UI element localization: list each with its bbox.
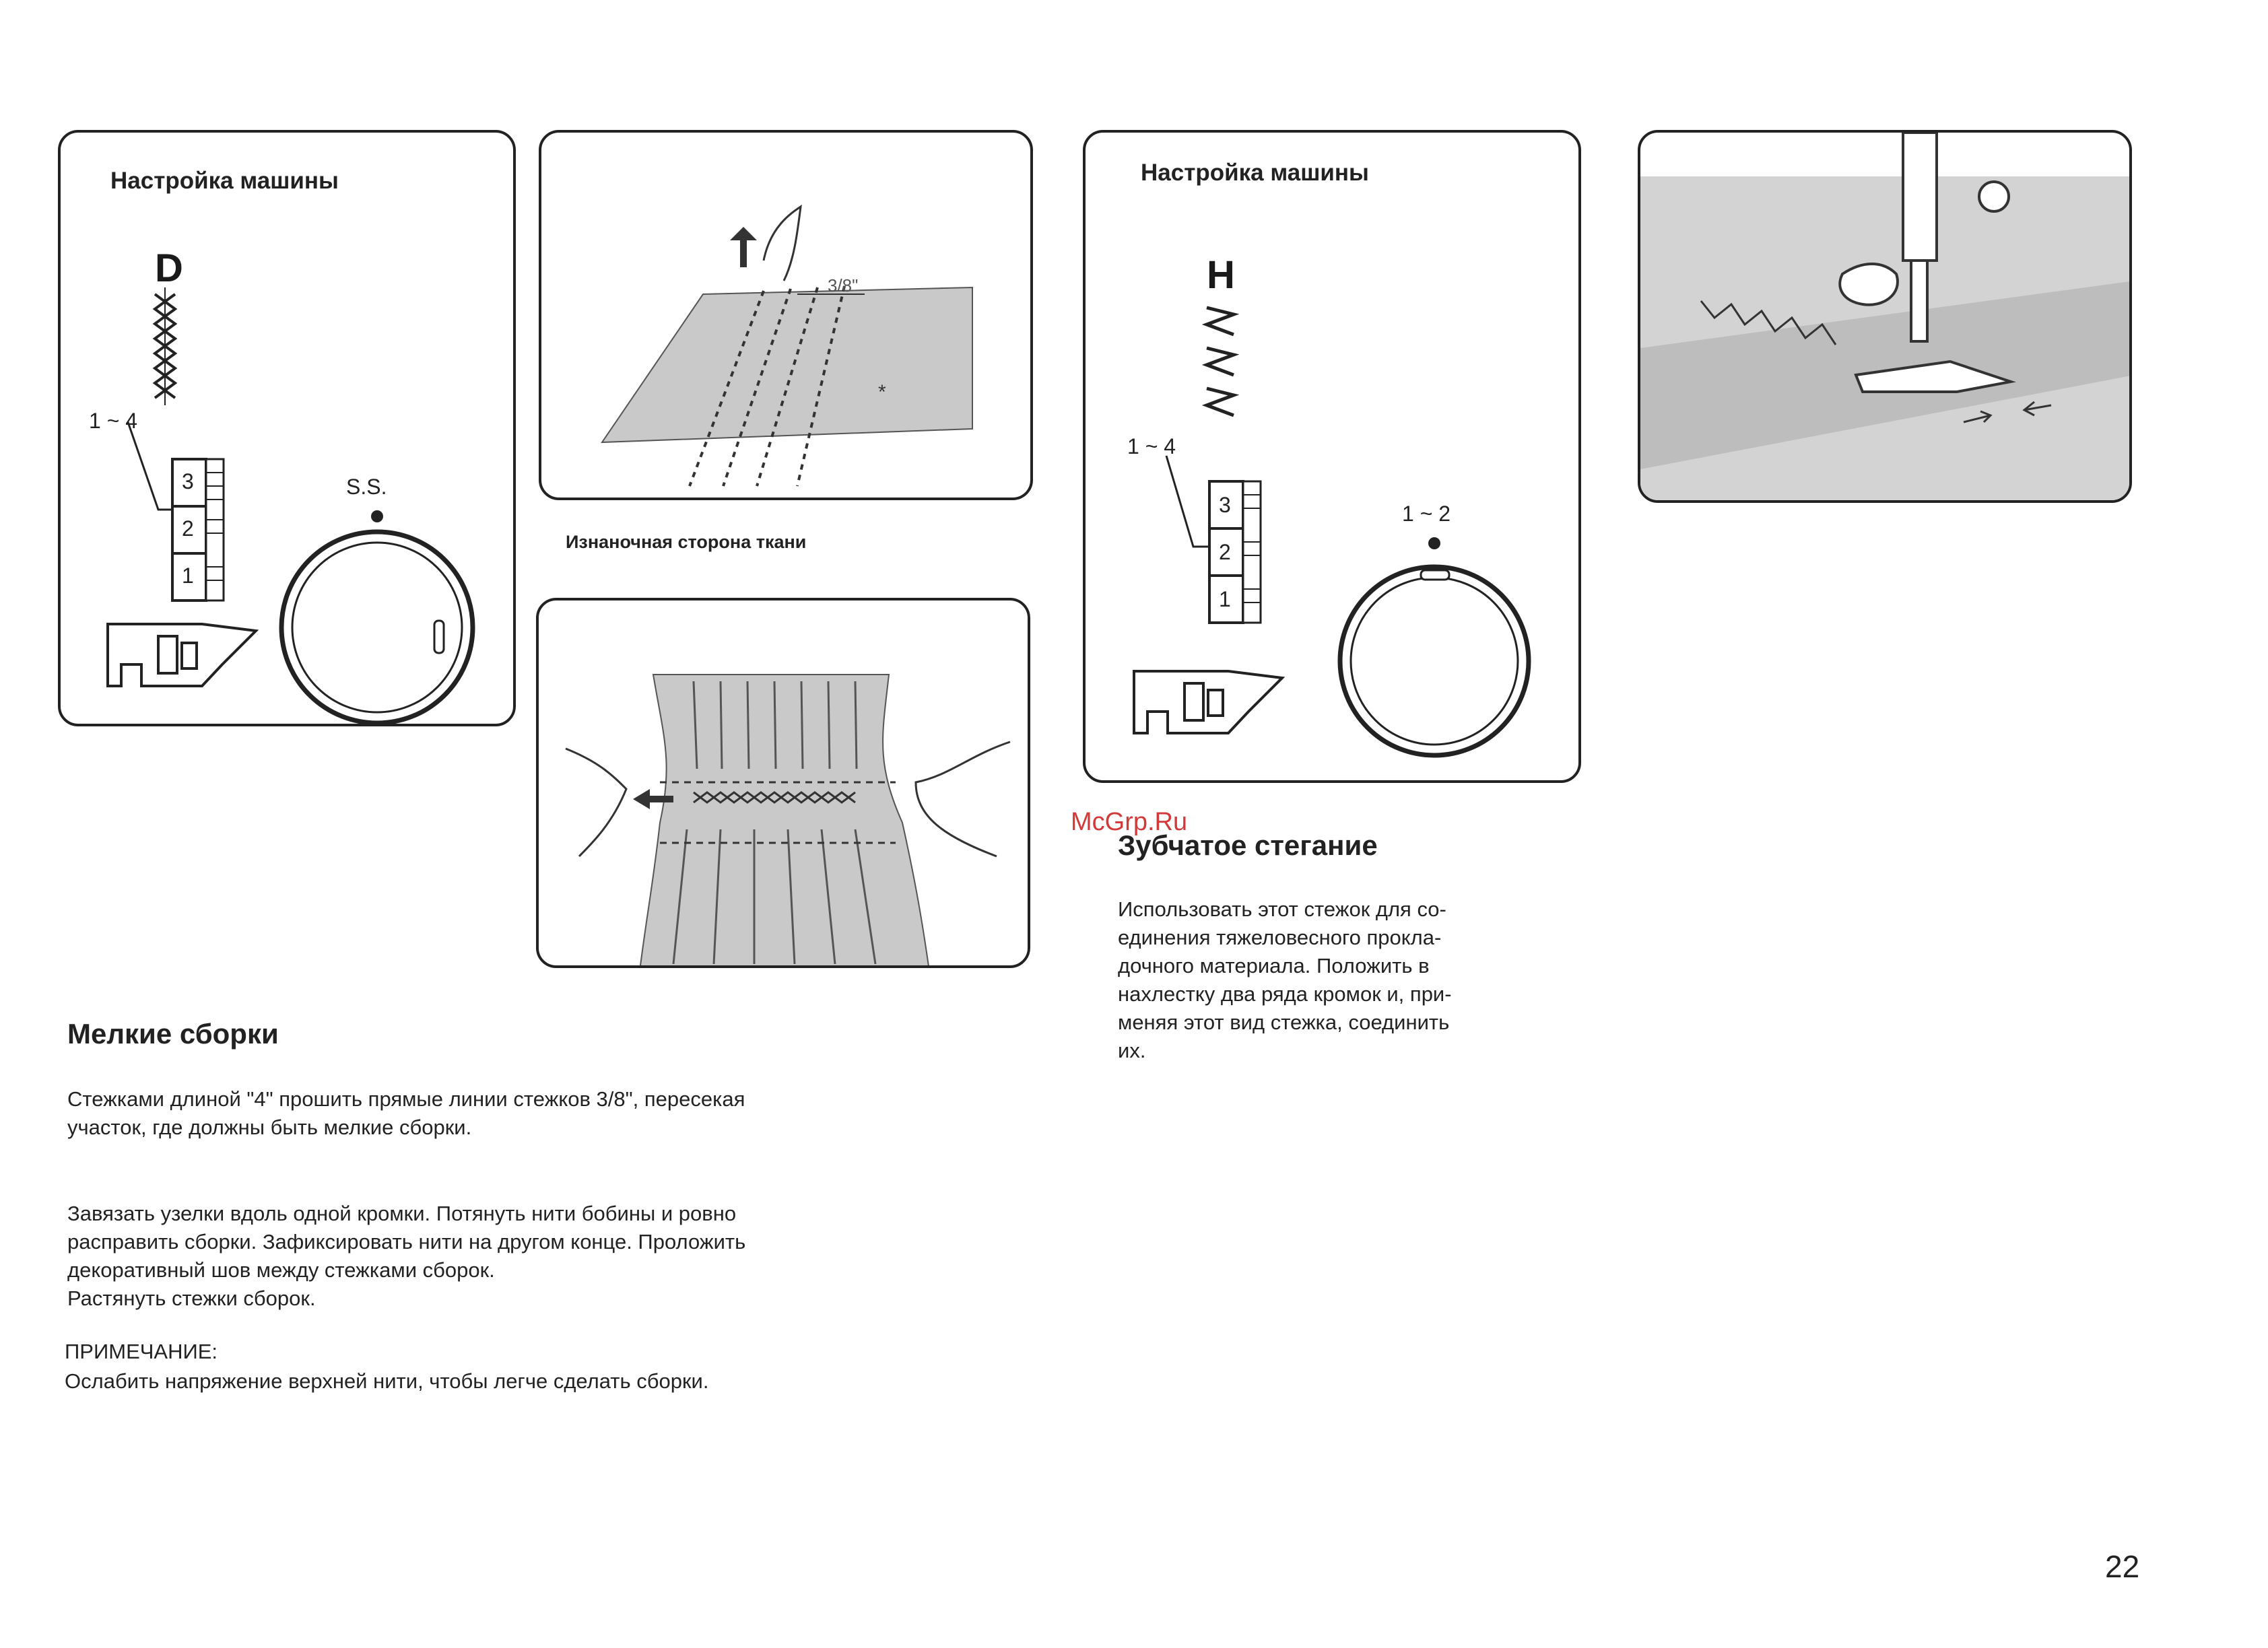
zigzag-line: нахлестку два ряда кромок и, при- xyxy=(1118,982,1452,1006)
stitch-number-2: 2 xyxy=(182,516,194,541)
stitch-number-3: 3 xyxy=(1219,493,1231,517)
length-range-label: 1 ~ 4 xyxy=(89,409,138,433)
up-arrow-icon xyxy=(730,227,757,267)
stitch-number-1: 1 xyxy=(182,563,194,588)
right-hand-icon xyxy=(916,742,1010,856)
presser-foot-icon xyxy=(108,624,256,686)
zigzag-line: Использовать этот стежок для со- xyxy=(1118,897,1446,921)
sewing-foot-drawing xyxy=(1640,133,2132,503)
machine-settings-panel-left xyxy=(58,130,516,726)
hand-icon xyxy=(764,207,801,281)
paragraph-line: участок, где должны быть мелкие сборки. xyxy=(67,1115,472,1139)
tension-dial-icon xyxy=(1340,537,1529,755)
machine-settings-panel-right xyxy=(1083,130,1581,783)
zigzag-line: их. xyxy=(1118,1039,1146,1062)
presser-foot-icon xyxy=(1134,671,1282,733)
stitch-length-indicator-icon xyxy=(128,422,224,600)
svg-text:*: * xyxy=(878,381,886,403)
gathers-heading: Мелкие сборки xyxy=(67,1018,279,1050)
length-range-label: 1 ~ 4 xyxy=(1127,434,1176,458)
watermark: McGrp.Ru xyxy=(1071,808,1188,836)
pattern-letter: D xyxy=(155,246,183,290)
zigzag-line: дочного материала. Положить в xyxy=(1118,954,1430,977)
serpentine-stitch-pattern-icon xyxy=(1207,308,1234,415)
paragraph-line: Завязать узелки вдоль одной кромки. Потянуть нити бобины и ровно xyxy=(67,1202,737,1225)
sewing-foot-illustration xyxy=(1638,130,2132,503)
paragraph-line: Растянуть стежки сборок. xyxy=(67,1286,316,1310)
left-hand-icon xyxy=(566,749,626,856)
tension-dial-icon xyxy=(281,510,473,723)
stitch-length-indicator-icon xyxy=(1166,456,1261,623)
gathers-paragraph-2 xyxy=(67,1200,745,1313)
fabric-stitching-illustration xyxy=(539,130,1033,500)
zigzag-line: меняя этот вид стежка, соединить xyxy=(1118,1010,1450,1034)
stitch-number-1: 1 xyxy=(1219,587,1231,611)
zigzag-line: единения тяжеловесного прокла- xyxy=(1118,926,1442,949)
panel-title: Настройка машины xyxy=(110,168,339,194)
gathers-illustration xyxy=(536,598,1030,968)
dial-label: 1 ~ 2 xyxy=(1402,502,1451,526)
stitch-number-2: 2 xyxy=(1219,540,1231,564)
paragraph-line: расправить сборки. Зафиксировать нити на другом конце. Проложить xyxy=(67,1230,746,1254)
fabric-piece xyxy=(602,287,972,442)
cross-stitch-pattern-icon xyxy=(155,287,175,405)
note-text: Ослабить напряжение верхней нити, чтобы легче сделать сборки. xyxy=(65,1369,709,1393)
gathers-drawing xyxy=(539,600,1030,968)
page-number: 22 xyxy=(2105,1549,2140,1584)
pattern-letter: H xyxy=(1207,253,1235,297)
measure-label: 3/8" xyxy=(828,275,859,296)
paragraph-line: декоративный шов между стежками сборок. xyxy=(67,1258,495,1282)
note-label: ПРИМЕЧАНИЕ: xyxy=(65,1340,218,1363)
dial-label: S.S. xyxy=(346,475,387,499)
gathers-paragraph-1 xyxy=(67,1085,745,1142)
stitch-number-3: 3 xyxy=(182,469,194,493)
fabric-caption: Изнаночная сторона ткани xyxy=(566,532,807,552)
zigzag-heading: Зубчатое стегание xyxy=(1118,829,1378,861)
fabric-drawing xyxy=(541,133,1033,500)
paragraph-line: Стежками длиной "4" прошить прямые линии стежков 3/8", пересекая xyxy=(67,1087,745,1111)
zigzag-description xyxy=(1118,895,1452,1065)
panel-title: Настройка машины xyxy=(1141,160,1369,186)
gathered-fabric xyxy=(640,675,929,968)
